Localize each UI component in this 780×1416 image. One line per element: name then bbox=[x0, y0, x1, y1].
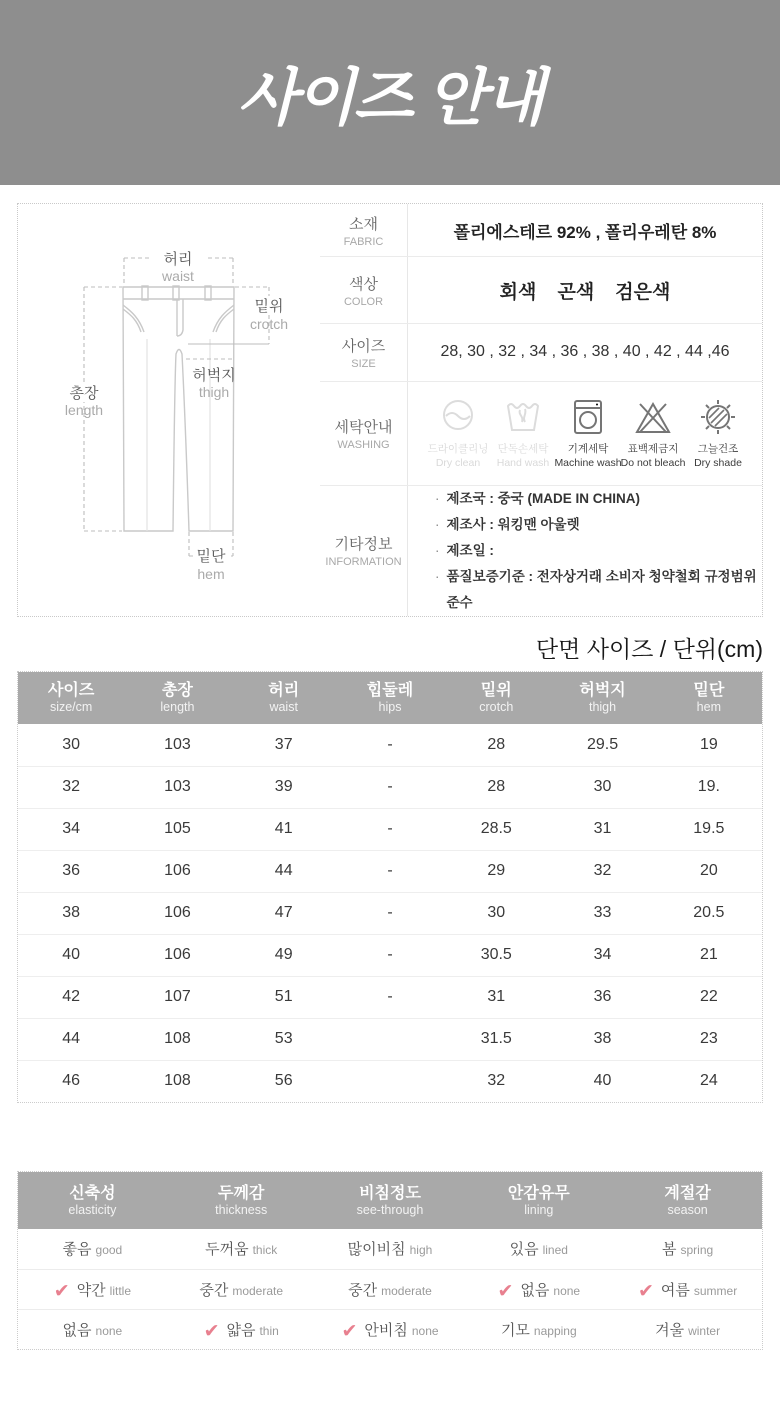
size-cell: 33 bbox=[549, 892, 655, 934]
column-header: 사이즈 size/cm bbox=[18, 672, 124, 724]
attr-value-en: moderate bbox=[381, 1283, 432, 1298]
attr-value-ko: 많이비침 bbox=[347, 1241, 406, 1259]
size-cell: 103 bbox=[124, 766, 230, 808]
wash-label-ko: 드라이클리닝 bbox=[427, 443, 489, 456]
do-not-bleach-icon bbox=[633, 397, 673, 437]
size-cell: 41 bbox=[231, 808, 337, 850]
attr-value-en: napping bbox=[533, 1323, 577, 1338]
size-cell: 30.5 bbox=[443, 934, 549, 976]
size-cell bbox=[337, 1018, 443, 1060]
attr-value-ko: 좋음 bbox=[62, 1241, 92, 1259]
size-table-header-row bbox=[18, 672, 762, 724]
information-label-en: INFORMATION bbox=[325, 556, 402, 569]
size-cell: 56 bbox=[274, 1072, 293, 1090]
size-cell: 108 bbox=[164, 1072, 191, 1090]
length-label-ko: 총장 bbox=[69, 385, 99, 402]
color-label-ko: 색상 bbox=[349, 275, 378, 293]
size-cell bbox=[337, 1060, 443, 1102]
washing-icons-strip bbox=[408, 382, 762, 485]
size-cell: 108 bbox=[124, 1018, 230, 1060]
bullet-text: 제조일 : bbox=[446, 542, 494, 558]
information-bullet bbox=[435, 564, 762, 616]
fabric-label-en: FABRIC bbox=[343, 235, 384, 248]
size-row-40 bbox=[18, 934, 762, 976]
column-header: 총장 length bbox=[124, 672, 230, 724]
column-header: 밑단 hem bbox=[656, 672, 762, 724]
attr-cell bbox=[464, 1309, 613, 1349]
size-cell: 106 bbox=[124, 892, 230, 934]
crotch-label-ko: 밑위 bbox=[254, 298, 284, 315]
spec-row-fabric bbox=[320, 204, 762, 257]
attr-row bbox=[18, 1309, 762, 1349]
dry-shade-icon bbox=[698, 397, 738, 437]
attr-value-en: none bbox=[95, 1323, 123, 1338]
column-header: 비침정도 see-through bbox=[316, 1172, 465, 1229]
information-bullet bbox=[435, 538, 762, 564]
attr-table bbox=[18, 1172, 762, 1349]
size-cell: 38 bbox=[549, 1018, 655, 1060]
size-cell: 21 bbox=[656, 934, 762, 976]
size-cell: 39 bbox=[231, 766, 337, 808]
column-header: 계절감 season bbox=[613, 1172, 762, 1229]
check-icon: ✔ bbox=[203, 1320, 220, 1342]
size-row-38 bbox=[18, 892, 762, 934]
wash-label-en: Dry clean bbox=[435, 457, 481, 470]
size-row-44 bbox=[18, 1018, 762, 1060]
size-cell: 19 bbox=[656, 724, 762, 766]
pants-measurement-diagram bbox=[18, 204, 320, 616]
size-table-heading: 단면 사이즈 / 단위(cm) bbox=[535, 636, 763, 662]
attr-value-en: none bbox=[411, 1323, 439, 1338]
size-label bbox=[320, 324, 408, 381]
attr-cell bbox=[18, 1309, 167, 1349]
waist-label-en: waist bbox=[162, 268, 194, 284]
size-cell: 31.5 bbox=[443, 1018, 549, 1060]
attr-value-en: little bbox=[109, 1283, 132, 1298]
bullet-dot: · bbox=[435, 490, 440, 506]
spec-row-washing bbox=[320, 382, 762, 486]
attr-value-ko: 기모 bbox=[500, 1321, 530, 1339]
column-header: 신축성 elasticity bbox=[18, 1172, 167, 1229]
washing-label-en: WASHING bbox=[337, 438, 390, 451]
wash-item-do-not-bleach bbox=[622, 397, 685, 469]
size-cell: 19. bbox=[656, 766, 762, 808]
fabric-value: 폴리에스테르 92% , 폴리우레탄 8% bbox=[453, 222, 717, 242]
page-title: 사이즈 안내 bbox=[237, 64, 543, 133]
crotch-label-en: crotch bbox=[249, 316, 289, 332]
attr-value-en: summer bbox=[693, 1283, 738, 1298]
check-icon: ✔ bbox=[497, 1280, 514, 1302]
attr-cell bbox=[167, 1229, 316, 1269]
size-cell: 30 bbox=[18, 724, 124, 766]
size-cell: 36 bbox=[18, 850, 124, 892]
hem-label-en: hem bbox=[197, 566, 225, 582]
information-bullet bbox=[435, 512, 762, 538]
size-cell: 106 bbox=[124, 934, 230, 976]
size-row-30 bbox=[18, 724, 762, 766]
machine-wash-icon bbox=[568, 397, 608, 437]
wash-label-ko: 기계세탁 bbox=[567, 443, 609, 456]
wash-item-dry-shade bbox=[687, 397, 750, 469]
attr-value-ko: 얇음 bbox=[226, 1321, 256, 1339]
size-cell: 46 bbox=[62, 1072, 81, 1090]
bullet-dot: · bbox=[435, 568, 440, 584]
wash-label-en: Hand wash bbox=[496, 457, 550, 470]
size-table-body bbox=[18, 724, 762, 1102]
size-cell: 105 bbox=[124, 808, 230, 850]
column-header: 허리 waist bbox=[231, 672, 337, 724]
hem-label-ko: 밑단 bbox=[196, 548, 226, 565]
size-row-42 bbox=[18, 976, 762, 1018]
pants-diagram-svg bbox=[18, 204, 320, 616]
attr-value-ko: 두꺼움 bbox=[205, 1241, 249, 1259]
attr-value-ko: 여름 bbox=[660, 1281, 690, 1299]
wash-label-ko: 그늘건조 bbox=[697, 443, 739, 456]
size-label-ko: 사이즈 bbox=[341, 337, 386, 355]
size-cell: 103 bbox=[124, 724, 230, 766]
attr-cell bbox=[316, 1309, 465, 1349]
attr-cell bbox=[18, 1269, 167, 1309]
size-cell: 38 bbox=[18, 892, 124, 934]
size-cell: - bbox=[337, 892, 443, 934]
size-row-32 bbox=[18, 766, 762, 808]
attr-row bbox=[18, 1269, 762, 1309]
color-label-en: COLOR bbox=[343, 295, 384, 308]
spec-table bbox=[320, 204, 762, 616]
size-cell: 30 bbox=[549, 766, 655, 808]
size-cell: 37 bbox=[231, 724, 337, 766]
wash-label-en: Dry shade bbox=[694, 457, 742, 470]
size-guide-banner bbox=[0, 0, 780, 185]
wash-item-hand-wash bbox=[492, 397, 555, 469]
attr-cell bbox=[18, 1229, 167, 1269]
bullet-text: 제조사 : 워킹맨 아울렛 bbox=[446, 516, 580, 532]
size-cell: - bbox=[337, 976, 443, 1018]
size-cell: 23 bbox=[656, 1018, 762, 1060]
size-cell: 29.5 bbox=[549, 724, 655, 766]
column-header: 두께감 thickness bbox=[167, 1172, 316, 1229]
size-cell: 30 bbox=[443, 892, 549, 934]
size-cell: 51 bbox=[231, 976, 337, 1018]
attr-value-en: spring bbox=[680, 1243, 714, 1258]
size-cell: 34 bbox=[18, 808, 124, 850]
check-icon: ✔ bbox=[53, 1280, 70, 1302]
size-cell: 44 bbox=[18, 1018, 124, 1060]
attr-cell bbox=[316, 1269, 465, 1309]
size-row-36 bbox=[18, 850, 762, 892]
information-label-ko: 기타정보 bbox=[334, 536, 393, 554]
wash-item-machine-wash bbox=[554, 397, 622, 470]
size-cell: 34 bbox=[549, 934, 655, 976]
size-cell: 28 bbox=[443, 724, 549, 766]
attr-cell bbox=[613, 1269, 762, 1309]
attr-value-ko: 없음 bbox=[520, 1281, 550, 1299]
size-cell: 106 bbox=[124, 850, 230, 892]
dry-clean-icon bbox=[438, 397, 478, 437]
product-info-box bbox=[17, 203, 763, 617]
size-cell: 36 bbox=[549, 976, 655, 1018]
wash-label-ko: 단독손세탁 bbox=[497, 443, 549, 456]
column-header: 밑위 crotch bbox=[443, 672, 549, 724]
wash-item-dry-clean bbox=[427, 397, 490, 469]
size-value: 28, 30 , 32 , 34 , 36 , 38 , 40 , 42 , 44 ,46 bbox=[440, 343, 730, 361]
wash-label-en: Machine wash bbox=[554, 457, 622, 470]
fabric-label bbox=[320, 204, 408, 256]
information-label bbox=[320, 486, 408, 616]
attr-table-wrap bbox=[17, 1171, 763, 1350]
size-cell: 20.5 bbox=[656, 892, 762, 934]
attr-table-body bbox=[18, 1229, 762, 1349]
attr-value-ko: 중간 bbox=[199, 1281, 229, 1299]
size-cell: - bbox=[337, 808, 443, 850]
attr-row bbox=[18, 1229, 762, 1269]
attr-value-en: none bbox=[553, 1283, 581, 1298]
size-cell: 49 bbox=[231, 934, 337, 976]
check-icon: ✔ bbox=[637, 1280, 654, 1302]
attr-value-en: lined bbox=[542, 1243, 568, 1258]
size-row-46 bbox=[18, 1060, 762, 1102]
attr-value-en: good bbox=[95, 1243, 123, 1258]
hand-wash-icon bbox=[503, 397, 543, 437]
attr-value-ko: 없음 bbox=[62, 1321, 92, 1339]
length-label-en: length bbox=[64, 402, 104, 418]
wash-label-ko: 표백제금지 bbox=[627, 443, 679, 456]
size-cell: 107 bbox=[124, 976, 230, 1018]
size-label-en: SIZE bbox=[351, 357, 376, 370]
bullet-dot: · bbox=[435, 516, 440, 532]
attr-cell bbox=[167, 1269, 316, 1309]
spec-row-information bbox=[320, 486, 762, 616]
attr-value-ko: 겨울 bbox=[655, 1321, 685, 1339]
size-cell: 28 bbox=[443, 766, 549, 808]
size-cell: 32 bbox=[18, 766, 124, 808]
size-cell: 44 bbox=[231, 850, 337, 892]
column-header: 허벅지 thigh bbox=[549, 672, 655, 724]
information-bullets bbox=[408, 486, 762, 616]
size-cell: - bbox=[337, 766, 443, 808]
attr-cell bbox=[464, 1269, 613, 1309]
fabric-label-ko: 소재 bbox=[349, 215, 378, 233]
check-icon: ✔ bbox=[341, 1320, 358, 1342]
spec-row-size bbox=[320, 324, 762, 382]
size-row-34 bbox=[18, 808, 762, 850]
size-cell: 31 bbox=[549, 808, 655, 850]
thigh-label-en: thigh bbox=[198, 384, 230, 400]
attr-cell bbox=[613, 1309, 762, 1349]
column-header: 안감유무 lining bbox=[464, 1172, 613, 1229]
attr-value-ko: 약간 bbox=[76, 1281, 106, 1299]
attr-value-ko: 중간 bbox=[348, 1281, 378, 1299]
size-cell: 47 bbox=[231, 892, 337, 934]
size-cell: - bbox=[337, 850, 443, 892]
waist-label-ko: 허리 bbox=[163, 251, 193, 268]
attr-value-ko: 있음 bbox=[509, 1241, 539, 1259]
size-cell: 24 bbox=[699, 1072, 718, 1090]
thigh-label-ko: 허벅지 bbox=[192, 367, 236, 384]
size-cell: 40 bbox=[18, 934, 124, 976]
bullet-dot: · bbox=[435, 542, 440, 558]
attr-value-en: thick bbox=[252, 1243, 278, 1258]
size-cell: 19.5 bbox=[656, 808, 762, 850]
attr-table-header-row bbox=[18, 1172, 762, 1229]
spec-row-color bbox=[320, 257, 762, 323]
washing-label bbox=[320, 382, 408, 485]
attr-cell bbox=[167, 1309, 316, 1349]
size-cell: 20 bbox=[656, 850, 762, 892]
size-cell: 40 bbox=[593, 1072, 612, 1090]
size-cell: 53 bbox=[231, 1018, 337, 1060]
size-cell: 42 bbox=[18, 976, 124, 1018]
attr-value-ko: 봄 bbox=[662, 1241, 677, 1259]
attr-value-en: high bbox=[409, 1243, 433, 1258]
attr-value-en: thin bbox=[259, 1323, 279, 1338]
attr-value-ko: 안비침 bbox=[364, 1321, 408, 1339]
washing-label-ko: 세탁안내 bbox=[334, 418, 393, 436]
size-cell: 32 bbox=[549, 850, 655, 892]
attr-value-en: winter bbox=[688, 1323, 721, 1338]
size-cell: 28.5 bbox=[443, 808, 549, 850]
size-cell: 32 bbox=[487, 1072, 506, 1090]
size-cell: 29 bbox=[443, 850, 549, 892]
information-bullet bbox=[435, 486, 762, 512]
attr-cell bbox=[613, 1229, 762, 1269]
size-cell: 31 bbox=[443, 976, 549, 1018]
size-cell: - bbox=[337, 724, 443, 766]
attr-cell bbox=[316, 1229, 465, 1269]
color-label bbox=[320, 257, 408, 322]
bullet-text: 제조국 : 중국 (MADE IN CHINA) bbox=[446, 490, 640, 506]
column-header: 힙둘레 hips bbox=[337, 672, 443, 724]
size-table bbox=[18, 672, 762, 1102]
size-table-wrap bbox=[17, 671, 763, 1103]
size-cell: - bbox=[337, 934, 443, 976]
bullet-text: 품질보증기준 : 전자상거래 소비자 청약철회 규정범위 준수 bbox=[446, 568, 757, 610]
attr-cell bbox=[464, 1229, 613, 1269]
color-value: 회색 곤색 검은색 bbox=[499, 281, 671, 303]
attr-value-en: moderate bbox=[232, 1283, 284, 1298]
wash-label-en: Do not bleach bbox=[620, 457, 686, 470]
size-cell: 22 bbox=[656, 976, 762, 1018]
